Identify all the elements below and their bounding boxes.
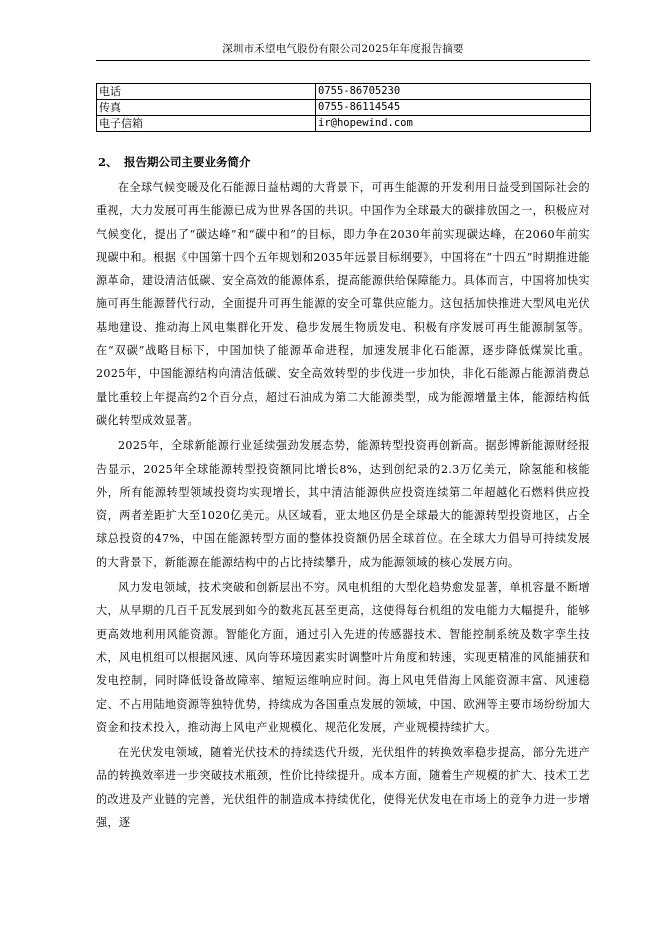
email-value: ir@hopewind.com bbox=[316, 116, 591, 132]
table-row bbox=[97, 84, 591, 100]
phone-value: 0755-86705230 bbox=[316, 84, 591, 100]
section-number: 2、 bbox=[98, 155, 118, 169]
contact-info-table bbox=[96, 83, 591, 132]
paragraph-investment: 2025年，全球新能源行业延续强劲发展态势，能源转型投资再创新高。据彭博新能源财经报告显示，2025年全球能源转型投资额同比增长8%，达到创纪录的2.3万亿美元，除氢能和核能外，所有能源转型领域投资均实现增长，其中清洁能源供应投资连续第二年超越化石燃料供应投资，两者差距扩大至1020亿美元。从区域看，亚太地区仍是全球最大的能源转型投资地区，占全球总投资的47%，中国在能源转型方面的整体投资额仍居全球首位。在全球大力倡导可持续发展的大背景下，新能源在能源结构中的占比持续攀升，成为能源领域的核心发展方向。 bbox=[96, 439, 590, 569]
paragraph-energy-background: 在全球气候变暖及化石能源日益枯竭的大背景下，可再生能源的开发利用日益受到国际社会的重视，大力发展可再生能源已成为世界各国的共识。中国作为全球最大的碳排放国之一，积极应对气候变化，提出了“碳达峰”和“碳中和”的目标，即力争在2030年前实现碳达峰，在2060年前实现碳中和。根据《中国第十四个五年规划和2035年远景目标纲要》，中国将在“十四五”时期推进能源革命，建设清洁低碳、安全高效的能源体系，提高能源供给保障能力。具体而言，中国将加快实施可再生能源替代行动，全面提升可再生能源的安全可靠供应能力。这包括加快推进大型风电光伏基地建设、推动海上风电集群化开发、稳步发展生物质发电、积极有序发展可再生能源制氢等。在“双碳”战略目标下，中国加快了能源革命进程，加速发展非化石能源，逐步降低煤炭比重。2025年，中国能源结构向清洁低碳、安全高效转型的步伐进一步加快，非化石能源占能源消费总量比重较上年提高约2个百分点，超过石油成为第二大能源类型，成为能源增量主体，能源结构低碳化转型成效显著。 bbox=[96, 181, 590, 427]
section-heading bbox=[98, 154, 251, 170]
table-row bbox=[97, 100, 591, 116]
header-divider bbox=[96, 60, 590, 61]
section-body bbox=[96, 176, 590, 836]
paragraph-wind-power: 风力发电领域，技术突破和创新层出不穷。风电机组的大型化趋势愈发显著，单机容量不断增大，从早期的几百千瓦发展到如今的数兆瓦甚至更高，这使得每台机组的发电能力大幅提升，能够更高效地利用风能资源。智能化方面，通过引入先进的传感器技术、智能控制系统及数字孪生技术，风电机组可以根据风速、风向等环境因素实时调整叶片角度和转速，实现更精准的风能捕获和发电控制，同时降低设备故障率、缩短运维响应时间。海上风电凭借海上风能资源丰富、风速稳定、不占用陆地资源等独特优势，持续成为各国重点发展的领域，中国、欧洲等主要市场纷纷加大资金和技术投入，推动海上风电产业规模化、规范化发展，产业规模持续扩大。 bbox=[96, 581, 590, 734]
section-title: 报告期公司主要业务简介 bbox=[124, 155, 251, 169]
email-label: 电子信箱 bbox=[97, 116, 316, 132]
phone-label: 电话 bbox=[97, 84, 316, 100]
page-header: 深圳市禾望电气股份有限公司2025年年度报告摘要 bbox=[222, 43, 464, 55]
paragraph-solar-power: 在光伏发电领域，随着光伏技术的持续迭代升级，光伏组件的转换效率稳步提高，部分先进产品的转换效率进一步突破技术瓶颈，性价比持续提升。成本方面，随着生产规模的扩大、技术工艺的改进及产业链的完善，光伏组件的制造成本持续优化，使得光伏发电在市场上的竞争力进一步增强，逐 bbox=[96, 746, 590, 830]
fax-label: 传真 bbox=[97, 100, 316, 116]
table-row bbox=[97, 116, 591, 132]
fax-value: 0755-86114545 bbox=[316, 100, 591, 116]
